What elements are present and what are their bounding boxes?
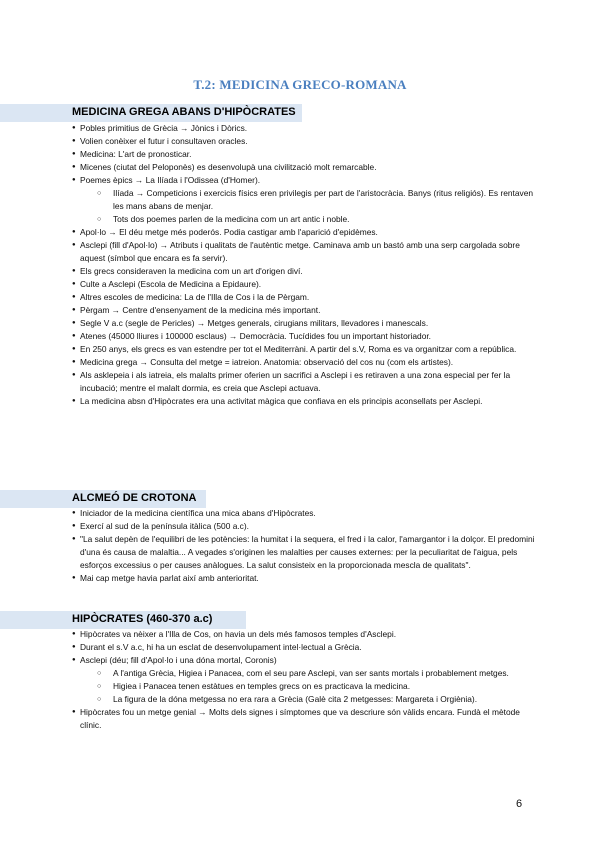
list-item (80, 654, 535, 706)
sub-list-item: ○ La figura de la dóna metgessa no era rara a Grècia (Galè cita 2 metgesses: Margareta i Orgiènia). (80, 693, 535, 706)
list-item-text: Volien conèixer el futur i consultaven oracles. (80, 136, 248, 146)
list-item (80, 369, 535, 395)
list-item-text: Pèrgam → Centre d'ensenyament de la medicina més important. (80, 305, 321, 315)
list-item-text: Hipòcrates va nèixer a l'Illa de Cos, on havia un dels més famosos temples d'Asclepi. (80, 629, 397, 639)
sub-list-item: ○ Higiea i Panacea tenen estàtues en temples grecs on es practicava la medicina. (80, 680, 535, 693)
list-item-text: La medicina absn d'Hipòcrates era una activitat màgica que confiava en els principis aconsellats per Asclepi. (80, 396, 483, 406)
list-item-text: Apol·lo → El déu metge més poderós. Podia castigar amb l'aparició d'epidèmes. (80, 227, 378, 237)
list-item (80, 706, 535, 732)
list-item (80, 161, 535, 174)
list-item (80, 641, 535, 654)
list-item-text: Asclepi (fill d'Apol·lo) → Atributs i qualitats de l'autèntic metge. Caminava amb un bastó amb una serp cargolada sobre aquest (símbol que encara es fa servir). (80, 240, 520, 263)
section-heading-text: HIPÒCRATES (460-370 a.c) (72, 613, 213, 625)
list-item-text: Segle V a.c (segle de Pericles) → Metges generals, cirugians militars, llevadores i manescals. (80, 318, 429, 328)
list-item-text: En 250 anys, els grecs es van estendre per tot el Mediterràni. A partir del s.V, Roma es va organitzar com a república. (80, 344, 517, 354)
list-item-text: Altres escoles de medicina: La de l'Illa de Cos i la de Pèrgam. (80, 292, 310, 302)
list-item-text: Atenes (45000 lliures i 100000 esclaus) → Democràcia. Tucídides fou un important historiador. (80, 331, 432, 341)
list-item-text: Asclepi (déu; fill d'Apol·lo i una dóna mortal, Coronis) (80, 655, 277, 665)
list-item-text: Pobles primitius de Grècia → Jònics i Dòrics. (80, 123, 248, 133)
list-item (80, 520, 535, 533)
list-item (80, 356, 535, 369)
sub-list (80, 667, 535, 706)
sub-list (80, 187, 535, 226)
list-item-text: Iniciador de la medicina científica una mica abans d'Hipòcrates. (80, 508, 316, 518)
page-title: T.2: MEDICINA GRECO-ROMANA (193, 77, 407, 92)
list-item-text: Durant el s.V a.c, hi ha un esclat de desenvolupament intel·lectual a Grècia. (80, 642, 362, 652)
list-item (80, 343, 535, 356)
list-item (80, 395, 535, 408)
section-heading-text: MEDICINA GREGA ABANS D'HIPÒCRATES (72, 106, 296, 118)
list-item (80, 304, 535, 317)
list-item-text: Poemes èpics → La Ilíada i l'Odissea (d'Homer). (80, 175, 261, 185)
bullet-list-hippocrates (80, 628, 535, 732)
list-item (80, 122, 535, 135)
list-item (80, 135, 535, 148)
list-item-text: "La salut depèn de l'equilibri de les potències: la humitat i la sequera, el fred i la calor, l'amargantor i la dolçor. El predomini d'una és causa de malaltia... A vegades s'originen les malalties per causes externes: per la peculiaritat de l'aigua, pels esforços excessius o per causes anàlogues. La salut consisteix en la proporcionada mescla de qualitats". (80, 534, 535, 570)
list-item-text: Mai cap metge havia parlat així amb anterioritat. (80, 573, 259, 583)
list-item-text: Medicina: L'art de pronosticar. (80, 149, 192, 159)
list-item (80, 265, 535, 278)
list-item (80, 628, 535, 641)
list-item (80, 226, 535, 239)
list-item (80, 507, 535, 520)
list-item-text: Micenes (ciutat del Peloponès) es desenvolupà una civilització molt remarcable. (80, 162, 377, 172)
list-item (80, 278, 535, 291)
list-item-text: Culte a Asclepi (Escola de Medicina a Epidaure). (80, 279, 262, 289)
page-number: 6 (516, 798, 523, 810)
sub-list-item: ○ Ilíada → Competicions i exercicis físics eren privilegis per part de l'aristocràcia. Banys (ritus religiós). Es rentaven les mans abans de menjar. (80, 187, 535, 213)
list-item (80, 148, 535, 161)
bullet-list-greek-medicine (80, 122, 535, 408)
section-heading-text: ALCMEÓ DE CROTONA (72, 492, 197, 504)
list-item-text: Els grecs consideraven la medicina com un art d'origen diví. (80, 266, 303, 276)
sub-list-item: ○ A l'antiga Grècia, Higiea i Panacea, com el seu pare Asclepi, van ser sants mortals i probablement metges. (80, 667, 535, 680)
list-item (80, 291, 535, 304)
list-item-text: Hipòcrates fou un metge genial → Molts dels signes i símptomes que va descriure són vàlids encara. Fundà el mètode clínic. (80, 707, 520, 730)
list-item-text: Als asklepeia i als iatreia, els malalts primer oferien un sacrifici a Asclepi i es retiraven a una zona especial per fer la incubació; mentre el malalt dormia, es creia que Asclepi actuava. (80, 370, 511, 393)
list-item (80, 572, 535, 585)
bullet-list-alcmeon (80, 507, 535, 585)
list-item (80, 533, 535, 572)
list-item (80, 174, 535, 226)
list-item-text: Exercí al sud de la península itàlica (500 a.c). (80, 521, 249, 531)
list-item-text: Medicina grega → Consulta del metge = iatreion. Anatomia: observació del cos nu (com els artistes). (80, 357, 454, 367)
sub-list-item: ○ Tots dos poemes parlen de la medicina com un art antic i noble. (80, 213, 535, 226)
list-item (80, 239, 535, 265)
list-item (80, 317, 535, 330)
list-item (80, 330, 535, 343)
